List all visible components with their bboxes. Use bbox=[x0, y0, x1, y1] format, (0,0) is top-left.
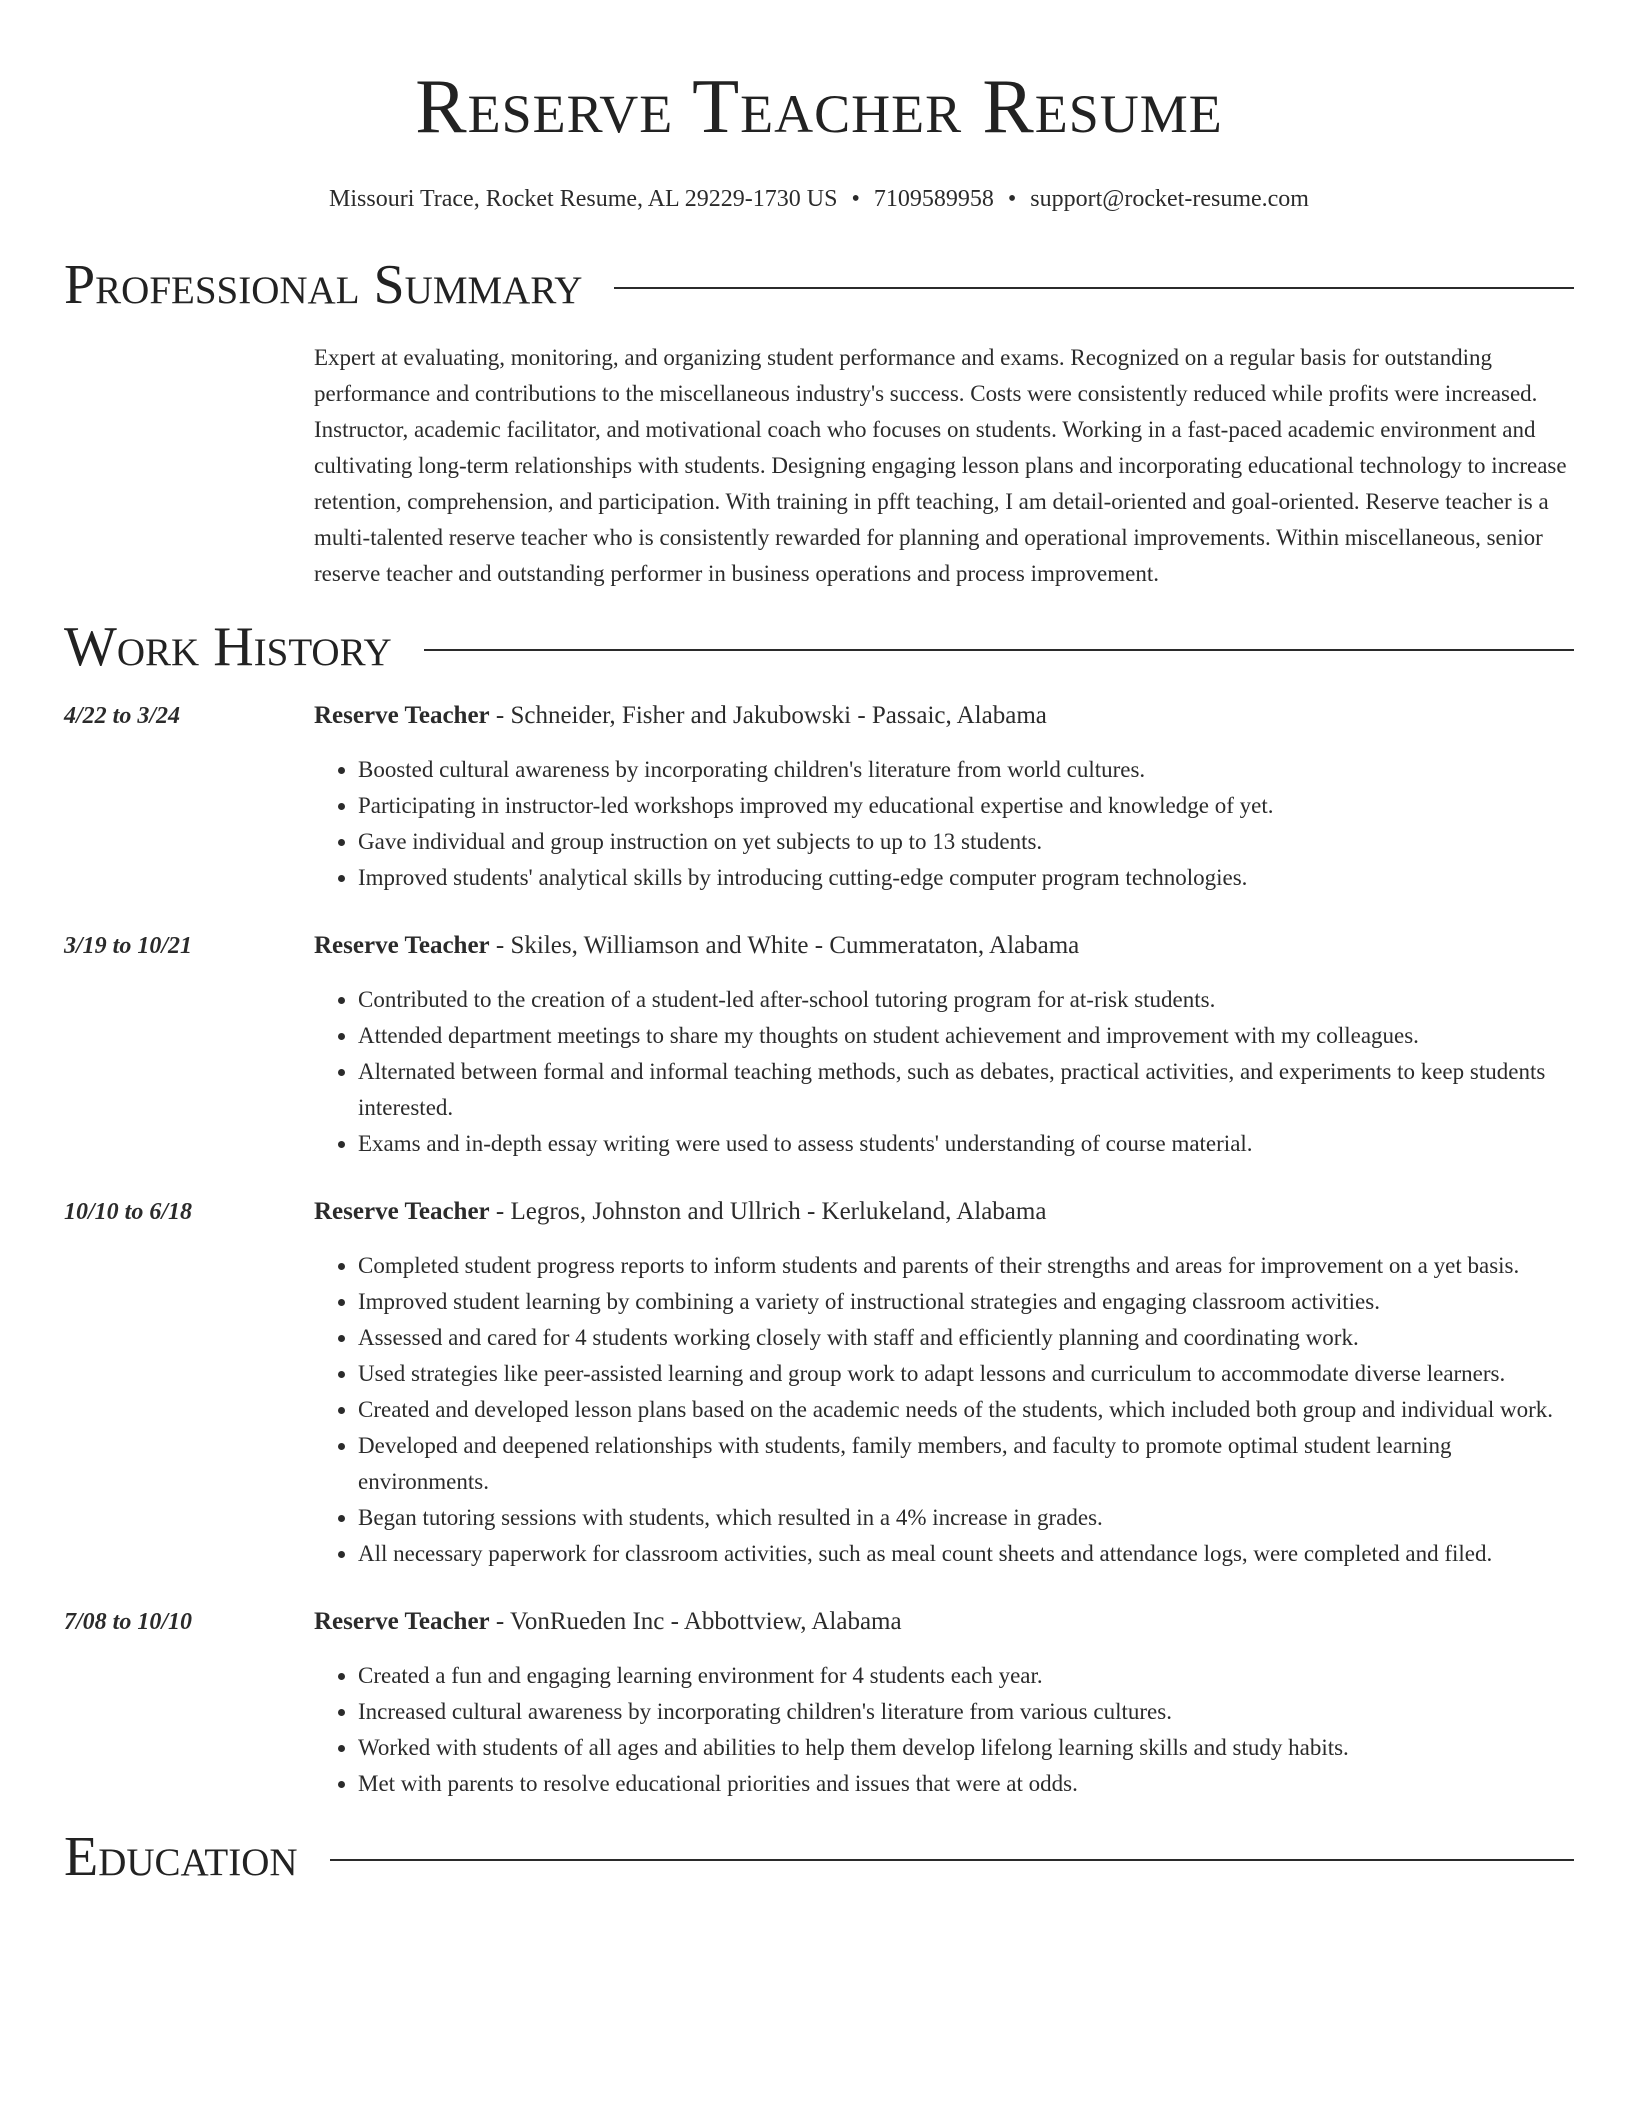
job-bullets bbox=[314, 1248, 1574, 1572]
job-entry bbox=[64, 1194, 1574, 1572]
contact-line bbox=[64, 184, 1574, 214]
job-bullets bbox=[314, 982, 1574, 1162]
section-heading-work-history: Work History bbox=[64, 616, 392, 678]
job-header bbox=[314, 1194, 1574, 1230]
education-header bbox=[64, 1826, 1574, 1888]
job-details: - Schneider, Fisher and Jakubowski - Passaic, Alabama bbox=[489, 702, 1047, 729]
list-item: • Gave individual and group instruction on yet subjects to up to 13 students. bbox=[358, 824, 1574, 860]
list-item: • Used strategies like peer-assisted learning and group work to adapt lessons and curriculum to accommodate diverse learners. bbox=[358, 1356, 1574, 1392]
job-body bbox=[314, 928, 1574, 1162]
list-item: • All necessary paperwork for classroom activities, such as meal count sheets and attendance logs, were completed and filed. bbox=[358, 1536, 1574, 1572]
job-details: - Legros, Johnston and Ullrich - Kerlukeland, Alabama bbox=[489, 1198, 1047, 1225]
summary-text: Expert at evaluating, monitoring, and organizing student performance and exams. Recognized on a regular basis for outstanding performance and contributions to the miscellaneous industry's success. Costs were consistently reduced while profits were increased. Instructor, academic facilitator, and motivational coach who focuses on students. Working in a fast-paced academic environment and cultivating long-term relationships with students. Designing engaging lesson plans and incorporating educational technology to increase retention, comprehension, and participation. With training in pfft teaching, I am detail-oriented and goal-oriented. Reserve teacher is a multi-talented reserve teacher who is consistently rewarded for planning and operational improvements. Within miscellaneous, senior reserve teacher and outstanding performer in business operations and process improvement. bbox=[314, 345, 1567, 586]
job-body bbox=[314, 698, 1574, 896]
job-header bbox=[314, 928, 1574, 964]
job-title: Reserve Teacher bbox=[314, 1608, 490, 1635]
list-item: • Boosted cultural awareness by incorporating children's literature from world cultures. bbox=[358, 752, 1574, 788]
job-body bbox=[314, 1194, 1574, 1572]
list-item: • Improved students' analytical skills by introducing cutting-edge computer program technologies. bbox=[358, 860, 1574, 896]
professional-summary-header bbox=[64, 254, 1574, 316]
list-item: • Met with parents to resolve educational priorities and issues that were at odds. bbox=[358, 1766, 1574, 1802]
job-header bbox=[314, 1604, 1574, 1640]
job-bullets bbox=[314, 752, 1574, 896]
section-divider bbox=[330, 1859, 1574, 1861]
job-entry bbox=[64, 1604, 1574, 1802]
job-dates: 4/22 to 3/24 bbox=[64, 703, 181, 729]
job-dates: 3/19 to 10/21 bbox=[64, 933, 193, 959]
list-item: • Increased cultural awareness by incorporating children's literature from various cultures. bbox=[358, 1694, 1574, 1730]
job-entry bbox=[64, 928, 1574, 1162]
list-item: • Began tutoring sessions with students, which resulted in a 4% increase in grades. bbox=[358, 1500, 1574, 1536]
contact-separator: • bbox=[851, 186, 860, 212]
job-dates: 10/10 to 6/18 bbox=[64, 1199, 193, 1225]
list-item: • Attended department meetings to share my thoughts on student achievement and improvement with my colleagues. bbox=[358, 1018, 1574, 1054]
job-header bbox=[314, 698, 1574, 734]
contact-separator: • bbox=[1007, 186, 1017, 212]
list-item: • Improved student learning by combining a variety of instructional strategies and engaging classroom activities. bbox=[358, 1284, 1574, 1320]
list-item: • Participating in instructor-led workshops improved my educational expertise and knowledge of yet. bbox=[358, 788, 1574, 824]
list-item: • Created and developed lesson plans based on the academic needs of the students, which included both group and individual work. bbox=[358, 1392, 1574, 1428]
section-divider bbox=[614, 287, 1574, 289]
job-title: Reserve Teacher bbox=[314, 1198, 490, 1225]
work-history-header bbox=[64, 616, 1574, 678]
contact-email: support@rocket-resume.com bbox=[1030, 186, 1309, 212]
section-heading-education: Education bbox=[64, 1826, 298, 1888]
list-item: • Exams and in-depth essay writing were used to assess students' understanding of course material. bbox=[358, 1126, 1574, 1162]
job-title: Reserve Teacher bbox=[314, 932, 490, 959]
job-body bbox=[314, 1604, 1574, 1802]
job-dates: 7/08 to 10/10 bbox=[64, 1609, 193, 1635]
job-entry bbox=[64, 698, 1574, 896]
list-item: • Alternated between formal and informal teaching methods, such as debates, practical activities, and experiments to keep students interested. bbox=[358, 1054, 1574, 1126]
list-item: • Completed student progress reports to inform students and parents of their strengths and areas for improvement on a yet basis. bbox=[358, 1248, 1574, 1284]
job-bullets bbox=[314, 1658, 1574, 1802]
job-title: Reserve Teacher bbox=[314, 702, 490, 729]
contact-phone: 7109589958 bbox=[873, 186, 994, 212]
list-item: • Developed and deepened relationships with students, family members, and faculty to promote optimal student learning environments. bbox=[358, 1428, 1574, 1500]
list-item: • Assessed and cared for 4 students working closely with staff and efficiently planning and coordinating work. bbox=[358, 1320, 1574, 1356]
section-divider bbox=[424, 649, 1574, 651]
resume-title: Reserve Teacher Resume bbox=[415, 63, 1223, 149]
job-details: - Skiles, Williamson and White - Cummerataton, Alabama bbox=[489, 932, 1080, 959]
job-details: - VonRueden Inc - Abbottview, Alabama bbox=[489, 1608, 902, 1635]
contact-address: Missouri Trace, Rocket Resume, AL 29229-1730 US bbox=[329, 186, 838, 212]
list-item: • Worked with students of all ages and abilities to help them develop lifelong learning skills and study habits. bbox=[358, 1730, 1574, 1766]
list-item: • Created a fun and engaging learning environment for 4 students each year. bbox=[358, 1658, 1574, 1694]
list-item: • Contributed to the creation of a student-led after-school tutoring program for at-risk students. bbox=[358, 982, 1574, 1018]
section-heading-summary: Professional Summary bbox=[64, 254, 583, 316]
